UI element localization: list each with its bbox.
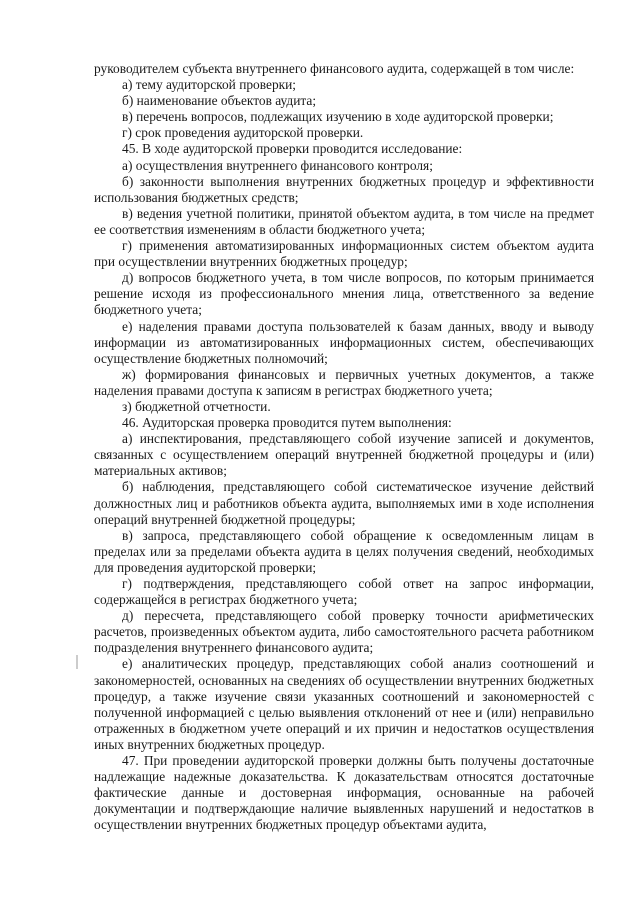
paragraph-45-a: а) осуществления внутреннего финансового контроля; — [122, 157, 433, 173]
paragraph-46-g: г) подтверждения, представляющего собой ответ на запрос информации, содержащейся в регистрах бюджетного учета; — [94, 576, 594, 608]
document-page — [94, 61, 594, 834]
paragraph-44-a: а) тему аудиторской проверки; — [122, 77, 297, 93]
paragraph-46: 46. Аудиторская проверка проводится путем выполнения: — [122, 415, 452, 431]
paragraph-46-b: б) наблюдения, представляющего собой систематическое изучение действий должностных лиц и работников объекта аудита, выполняемых ими в ходе исполнения операций внутренней бюджетной процедуры; — [94, 479, 594, 527]
scan-margin-mark — [76, 655, 78, 669]
paragraph-45: 45. В ходе аудиторской проверки проводится исследование: — [122, 141, 463, 157]
paragraph-46-e: е) аналитических процедур, представляющих собой анализ соотношений и закономерностей, основанных на сведениях об осуществлении внутренних бюджетных процедур, а также изучение связи указанных соотношений и закономерностей с полученной информацией с целью выявления отклонений от нее и (или) неправильно отраженных в бюджетном учете операций и их причин и недостатков осуществления иных внутренних бюджетных процедур. — [94, 656, 594, 752]
paragraph-45-z: з) бюджетной отчетности. — [122, 398, 271, 414]
paragraph-44-b: б) наименование объектов аудита; — [122, 93, 317, 109]
paragraph-45-g: г) применения автоматизированных информационных систем объектом аудита при осуществлении внутренних бюджетных процедур; — [94, 238, 594, 270]
paragraph-45-zh: ж) формирования финансовых и первичных учетных документов, а также наделения правами доступа к записям в регистрах бюджетного учета; — [94, 366, 594, 398]
paragraph-45-e: е) наделения правами доступа пользователей к базам данных, вводу и выводу информации из автоматизированных информационных систем, обеспечивающих осуществление бюджетных полномочий; — [94, 318, 594, 366]
paragraph-47: 47. При проведении аудиторской проверки должны быть получены достаточные надлежащие надежные доказательства. К доказательствам относятся достаточные фактические данные и достоверная информация, основанные на рабочей документации и подтверждающие наличие выявленных нарушений и недостатков в осуществлении внутренних бюджетных процедур объектами аудита, — [94, 753, 594, 833]
paragraph-continuation: руководителем субъекта внутреннего финансового аудита, содержащей в том числе: — [94, 61, 575, 76]
paragraph-46-v: в) запроса, представляющего собой обращение к осведомленным лицам в пределах или за пределами объекта аудита в целях получения сведений, необходимых для проведения аудиторской проверки; — [94, 527, 594, 575]
paragraph-45-d: д) вопросов бюджетного учета, в том числе вопросов, по которым принимается решение исходя из профессионального мнения лица, ответственного за ведение бюджетного учета; — [94, 270, 594, 318]
paragraph-44-g: г) срок проведения аудиторской проверки. — [122, 125, 364, 141]
paragraph-44-v: в) перечень вопросов, подлежащих изучению в ходе аудиторской проверки; — [122, 109, 554, 125]
paragraph-45-v: в) ведения учетной политики, принятой объектом аудита, в том числе на предмет ее соответствия изменениям в области бюджетного учета; — [94, 205, 594, 237]
paragraph-46-a: а) инспектирования, представляющего собой изучение записей и документов, связанных с осуществлением операций внутренней бюджетной процедуры и (или) материальных активов; — [94, 431, 594, 479]
paragraph-45-b: б) законности выполнения внутренних бюджетных процедур и эффективности использования бюджетных средств; — [94, 173, 594, 205]
paragraph-46-d: д) пересчета, представляющего собой проверку точности арифметических расчетов, произведенных объектом аудита, либо самостоятельного расчета работником подразделения внутреннего финансового аудита; — [94, 608, 594, 656]
